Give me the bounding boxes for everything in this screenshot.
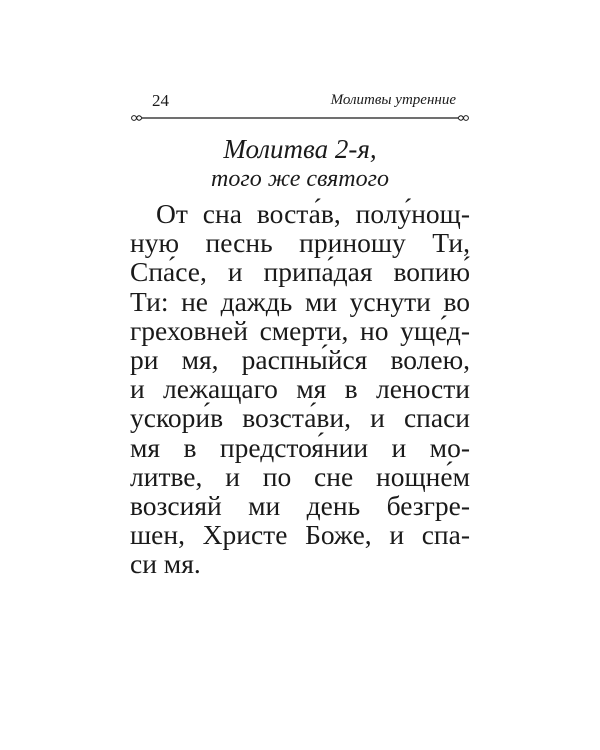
text-line: От сна воста́в, полу́нощ- — [156, 198, 470, 229]
text-line: греховней смерти, но уще́д- — [130, 314, 470, 346]
right-ornament-icon — [458, 116, 468, 121]
book-page — [130, 0, 470, 750]
text-line: ную песнь приношу Ти, — [130, 227, 470, 259]
text-line: возсияй ми день безгре- — [130, 489, 470, 521]
text-line: Ти: не даждь ми уснути во — [130, 285, 470, 317]
prayer-body — [130, 199, 470, 578]
left-ornament-icon — [132, 116, 142, 121]
text-line: мя в предстоя́нии и мо- — [130, 431, 470, 463]
text-line: ускори́в возста́ви, и спаси — [130, 402, 470, 434]
text-line: литве, и по сне нощне́м — [130, 460, 470, 492]
ornamental-rule — [130, 113, 470, 123]
text-line: и лежащаго мя в лености — [130, 373, 470, 405]
text-line: Спа́се, и припа́дая вопию́ — [130, 256, 470, 288]
prayer-title: Молитва 2-я, — [223, 134, 377, 164]
prayer-subtitle: того же святого — [211, 166, 389, 192]
running-head — [130, 91, 470, 121]
text-line: ри мя, распны́йся волею, — [130, 343, 470, 375]
text-line: си мя. — [130, 548, 201, 580]
text-line: шен, Христе Боже, и спа- — [130, 519, 470, 551]
page-number: 24 — [152, 91, 169, 110]
running-title: Молитвы утренние — [330, 92, 456, 108]
